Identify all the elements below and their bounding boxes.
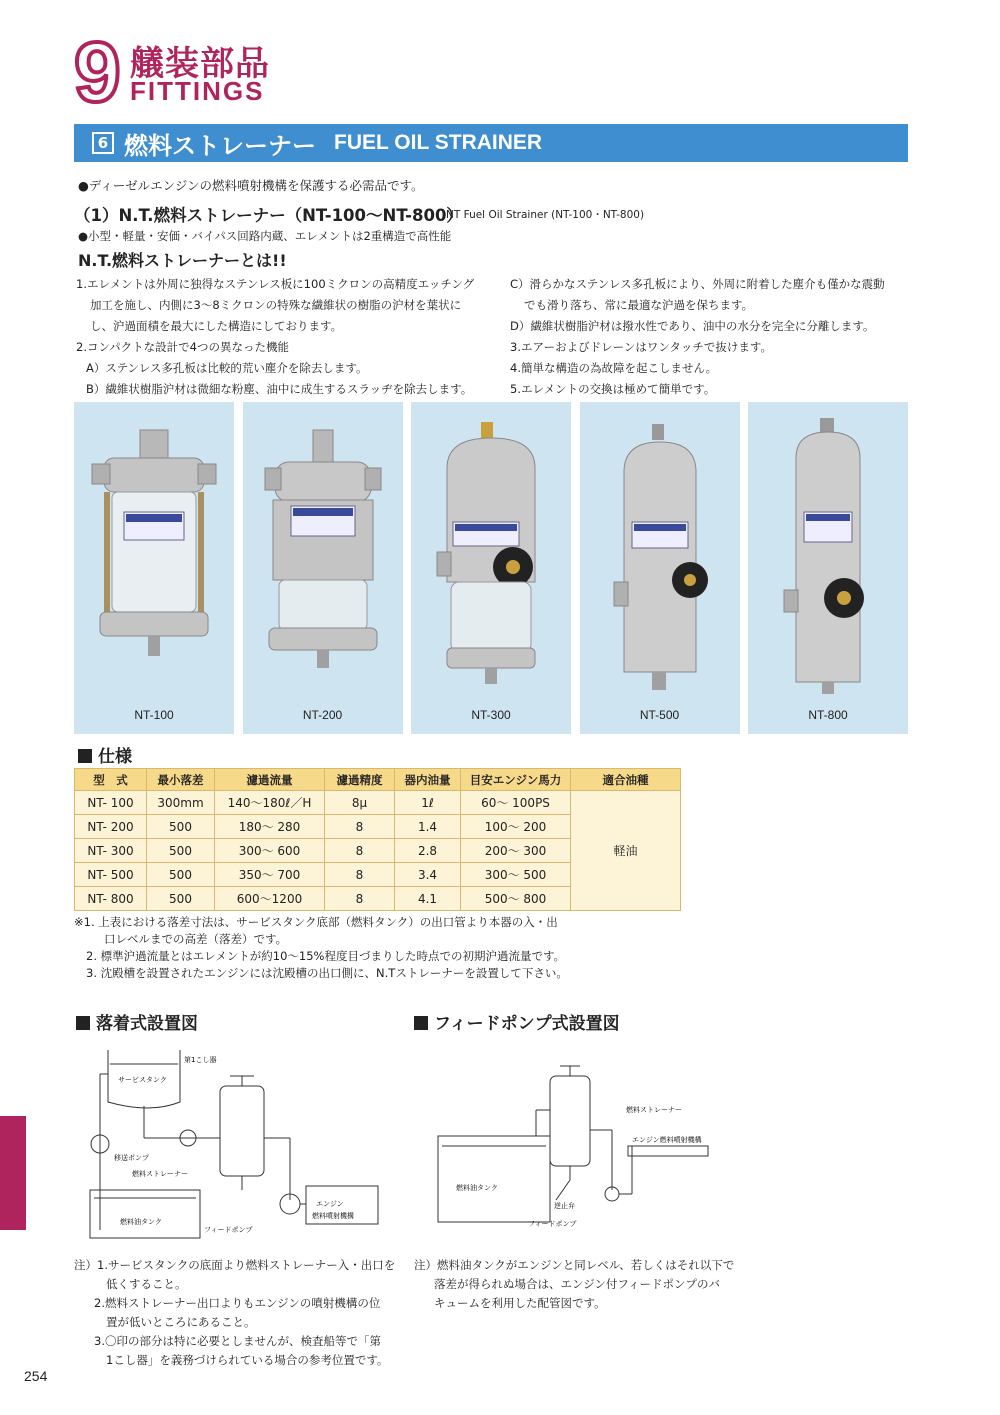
intro-text: ●ディーゼルエンジンの燃料噴射機構を保護する必需品です。 bbox=[78, 178, 424, 193]
table-cell: 2.8 bbox=[395, 839, 461, 863]
section-number: 6 bbox=[92, 132, 114, 154]
section-header-bar bbox=[74, 124, 908, 162]
table-cell: 200～ 300 bbox=[461, 839, 571, 863]
page-number: 254 bbox=[24, 1368, 48, 1384]
strainer-nt-100-illustration bbox=[74, 402, 234, 702]
photo-label: NT-500 bbox=[639, 708, 680, 722]
photo-label: NT-200 bbox=[302, 708, 343, 722]
description-line: 3.エアーおよびドレーンはワンタッチで抜けます。 bbox=[510, 340, 773, 354]
table-cell: 500 bbox=[147, 839, 215, 863]
table-cell: 8μ bbox=[325, 791, 395, 815]
photo-nt-800 bbox=[748, 402, 908, 734]
label-engine: エンジン bbox=[316, 1200, 344, 1208]
table-row bbox=[75, 791, 681, 815]
product-photos bbox=[74, 402, 908, 734]
what-is-title: N.T.燃料ストレーナーとは!! bbox=[78, 251, 287, 270]
feature-line: ●小型・軽量・安価・バイパス回路内蔵、エレメントは2重構造で高性能 bbox=[78, 229, 452, 243]
chapter-title-jp: 艤装部品 bbox=[130, 44, 270, 84]
description-line: 4.簡単な構造の為故障を起こしません。 bbox=[510, 361, 718, 375]
spec-title-text: 仕様 bbox=[98, 747, 132, 767]
table-cell: 600～1200 bbox=[215, 887, 325, 911]
label-injection: 燃料噴射機構 bbox=[312, 1212, 354, 1220]
note-line: 2. 標準沪過流量とはエレメントが約10～15%程度目づまりした時点での初期沪過流量です。 bbox=[86, 949, 566, 963]
description-line: D）繊維状樹脂沪材は撥水性であり、油中の水分を完全に分離します。 bbox=[510, 319, 875, 333]
table-cell: 8 bbox=[325, 839, 395, 863]
note-line: 3.〇印の部分は特に必要としませんが、検査船等で「第 bbox=[94, 1334, 381, 1348]
strainer-nt-500-illustration bbox=[580, 402, 740, 702]
table-header: 適合油種 bbox=[571, 769, 681, 791]
table-cell: NT- 500 bbox=[75, 863, 147, 887]
table-cell: 140～180ℓ／H bbox=[215, 791, 325, 815]
table-header: 濾過流量 bbox=[215, 769, 325, 791]
description-line: A）ステンレス多孔板は比較的荒い塵介を除去します。 bbox=[86, 361, 368, 375]
table-cell: NT- 300 bbox=[75, 839, 147, 863]
label-fuel-strainer: 燃料ストレーナー bbox=[626, 1106, 682, 1114]
photo-label: NT-100 bbox=[134, 708, 174, 722]
description-line: B）繊維状樹脂沪材は微細な粉塵、油中に成生するスラッヂを除去します。 bbox=[86, 382, 473, 396]
table-cell: NT- 800 bbox=[75, 887, 147, 911]
label-check-valve: 逆止弁 bbox=[554, 1202, 575, 1210]
note-line: 置が低いところにあること。 bbox=[106, 1315, 256, 1329]
description-right bbox=[510, 274, 885, 400]
table-cell: 1.4 bbox=[395, 815, 461, 839]
note-line: ※1. 上表における落差寸法は、サービスタンク底部（燃料タンク）の出口管より本器の入・出 bbox=[74, 915, 558, 929]
section-title-jp: 燃料ストレーナー bbox=[124, 131, 316, 160]
note-line: 1こし器」を義務づけられている場合の参考位置です。 bbox=[106, 1353, 389, 1367]
square-bullet-icon bbox=[76, 1016, 90, 1030]
table-header: 器内油量 bbox=[395, 769, 461, 791]
square-bullet-icon bbox=[414, 1016, 428, 1030]
table-cell: 3.4 bbox=[395, 863, 461, 887]
table-cell: 8 bbox=[325, 887, 395, 911]
note-line: 3. 沈殿槽を設置されたエンジンには沈殿槽の出口側に、N.Tストレーナーを設置して下さい。 bbox=[86, 966, 568, 980]
table-cell: 300～ 600 bbox=[215, 839, 325, 863]
table-cell: 350～ 700 bbox=[215, 863, 325, 887]
diagram-left-title bbox=[76, 1009, 198, 1034]
label-fuel-tank: 燃料油タンク bbox=[120, 1218, 162, 1226]
label-feed-pump: フィードポンプ bbox=[204, 1226, 253, 1234]
photo-label: NT-300 bbox=[471, 708, 511, 722]
table-cell: 4.1 bbox=[395, 887, 461, 911]
table-cell: 500～ 800 bbox=[461, 887, 571, 911]
description-line: 加工を施し、内側に3～8ミクロンの特殊な繊維状の樹脂の沪材を葉状に bbox=[90, 298, 462, 312]
description-line: 2.コンパクトな設計で4つの異なった機能 bbox=[76, 340, 289, 354]
spec-table bbox=[74, 768, 681, 911]
table-header-row bbox=[75, 769, 681, 791]
table-cell: 500 bbox=[147, 863, 215, 887]
subsection-title: （1）N.T.燃料ストレーナー（NT-100～NT-800） bbox=[74, 206, 463, 225]
diagram-left-title-text: 落着式設置図 bbox=[96, 1014, 198, 1034]
note-line: 口レベルまでの高差（落差）です。 bbox=[104, 932, 288, 946]
diagram-right-title-text: フィードポンプ式設置図 bbox=[434, 1014, 620, 1034]
note-line: 低くすること。 bbox=[106, 1277, 187, 1291]
label-fuel-tank: 燃料油タンク bbox=[456, 1184, 498, 1192]
label-first-strainer: 第1こし器 bbox=[184, 1056, 217, 1064]
description-line: 1.エレメントは外周に独得なステンレス板に100ミクロンの高精度エッチング bbox=[76, 277, 475, 291]
table-cell: 300～ 500 bbox=[461, 863, 571, 887]
table-cell: 100～ 200 bbox=[461, 815, 571, 839]
description-line: し、沪過面積を最大にした構造にしております。 bbox=[90, 319, 343, 333]
table-cell: 8 bbox=[325, 815, 395, 839]
table-cell: NT- 200 bbox=[75, 815, 147, 839]
description-left bbox=[76, 274, 474, 400]
table-cell: 500 bbox=[147, 887, 215, 911]
description-line: C）滑らかなステンレス多孔板により、外周に附着した塵介も僅かな震動 bbox=[510, 277, 885, 291]
section-title-en: FUEL OIL STRAINER bbox=[334, 131, 543, 154]
table-cell: 8 bbox=[325, 863, 395, 887]
strainer-nt-800-illustration bbox=[748, 402, 908, 702]
spec-title bbox=[78, 742, 132, 767]
diagram-right-title bbox=[414, 1009, 620, 1034]
photo-nt-500 bbox=[580, 402, 740, 734]
photo-nt-100 bbox=[74, 402, 234, 734]
strainer-nt-200-illustration bbox=[243, 402, 403, 702]
table-header: 濾過精度 bbox=[325, 769, 395, 791]
oil-type-cell: 軽油 bbox=[571, 791, 681, 911]
strainer-nt-300-illustration bbox=[411, 402, 571, 702]
label-feed-pump: フィードポンプ bbox=[528, 1220, 577, 1228]
table-header: 最小落差 bbox=[147, 769, 215, 791]
table-cell: 1ℓ bbox=[395, 791, 461, 815]
note-line: キュームを利用した配管図です。 bbox=[434, 1296, 606, 1310]
table-header: 目安エンジン馬力 bbox=[461, 769, 571, 791]
photo-label: NT-800 bbox=[808, 708, 848, 722]
table-cell: 180～ 280 bbox=[215, 815, 325, 839]
square-bullet-icon bbox=[78, 749, 92, 763]
note-line: 注）1.サービスタンクの底面より燃料ストレーナー入・出口を bbox=[74, 1258, 396, 1272]
side-tab-marker bbox=[0, 1116, 26, 1230]
table-cell: 300mm bbox=[147, 791, 215, 815]
chapter-title-en: FITTINGS bbox=[130, 76, 265, 106]
diagram-left-notes bbox=[74, 1256, 395, 1370]
feed-pump-installation-diagram bbox=[436, 1050, 736, 1240]
spec-notes bbox=[74, 914, 568, 982]
gravity-installation-diagram bbox=[80, 1040, 400, 1240]
label-transfer-pump: 移送ポンプ bbox=[114, 1154, 149, 1162]
description-line: でも滑り落ち、常に最適な沪過を保ちます。 bbox=[524, 298, 754, 312]
description-line: 5.エレメントの交換は極めて簡単です。 bbox=[510, 382, 716, 396]
diagram-right-notes bbox=[414, 1256, 734, 1313]
subsection-title-en: NT Fuel Oil Strainer (NT-100・NT-800) bbox=[446, 209, 645, 221]
note-line: 落差が得られぬ場合は、エンジン付フィードポンプのバ bbox=[434, 1277, 721, 1291]
note-line: 注）燃料油タンクがエンジンと同レベル、若しくはそれ以下で bbox=[414, 1258, 735, 1272]
label-engine-injection: エンジン燃料噴射機構 bbox=[632, 1136, 702, 1144]
table-cell: 500 bbox=[147, 815, 215, 839]
table-cell: 60～ 100PS bbox=[461, 791, 571, 815]
table-header: 型 式 bbox=[75, 769, 147, 791]
label-service-tank: サービスタンク bbox=[118, 1076, 167, 1084]
label-fuel-strainer: 燃料ストレーナー bbox=[132, 1170, 188, 1178]
note-line: 2.燃料ストレーナー出口よりもエンジンの噴射機構の位 bbox=[94, 1296, 381, 1310]
photo-nt-300 bbox=[411, 402, 571, 734]
photo-nt-200 bbox=[243, 402, 403, 734]
table-cell: NT- 100 bbox=[75, 791, 147, 815]
chapter-number: 9 bbox=[74, 25, 121, 119]
